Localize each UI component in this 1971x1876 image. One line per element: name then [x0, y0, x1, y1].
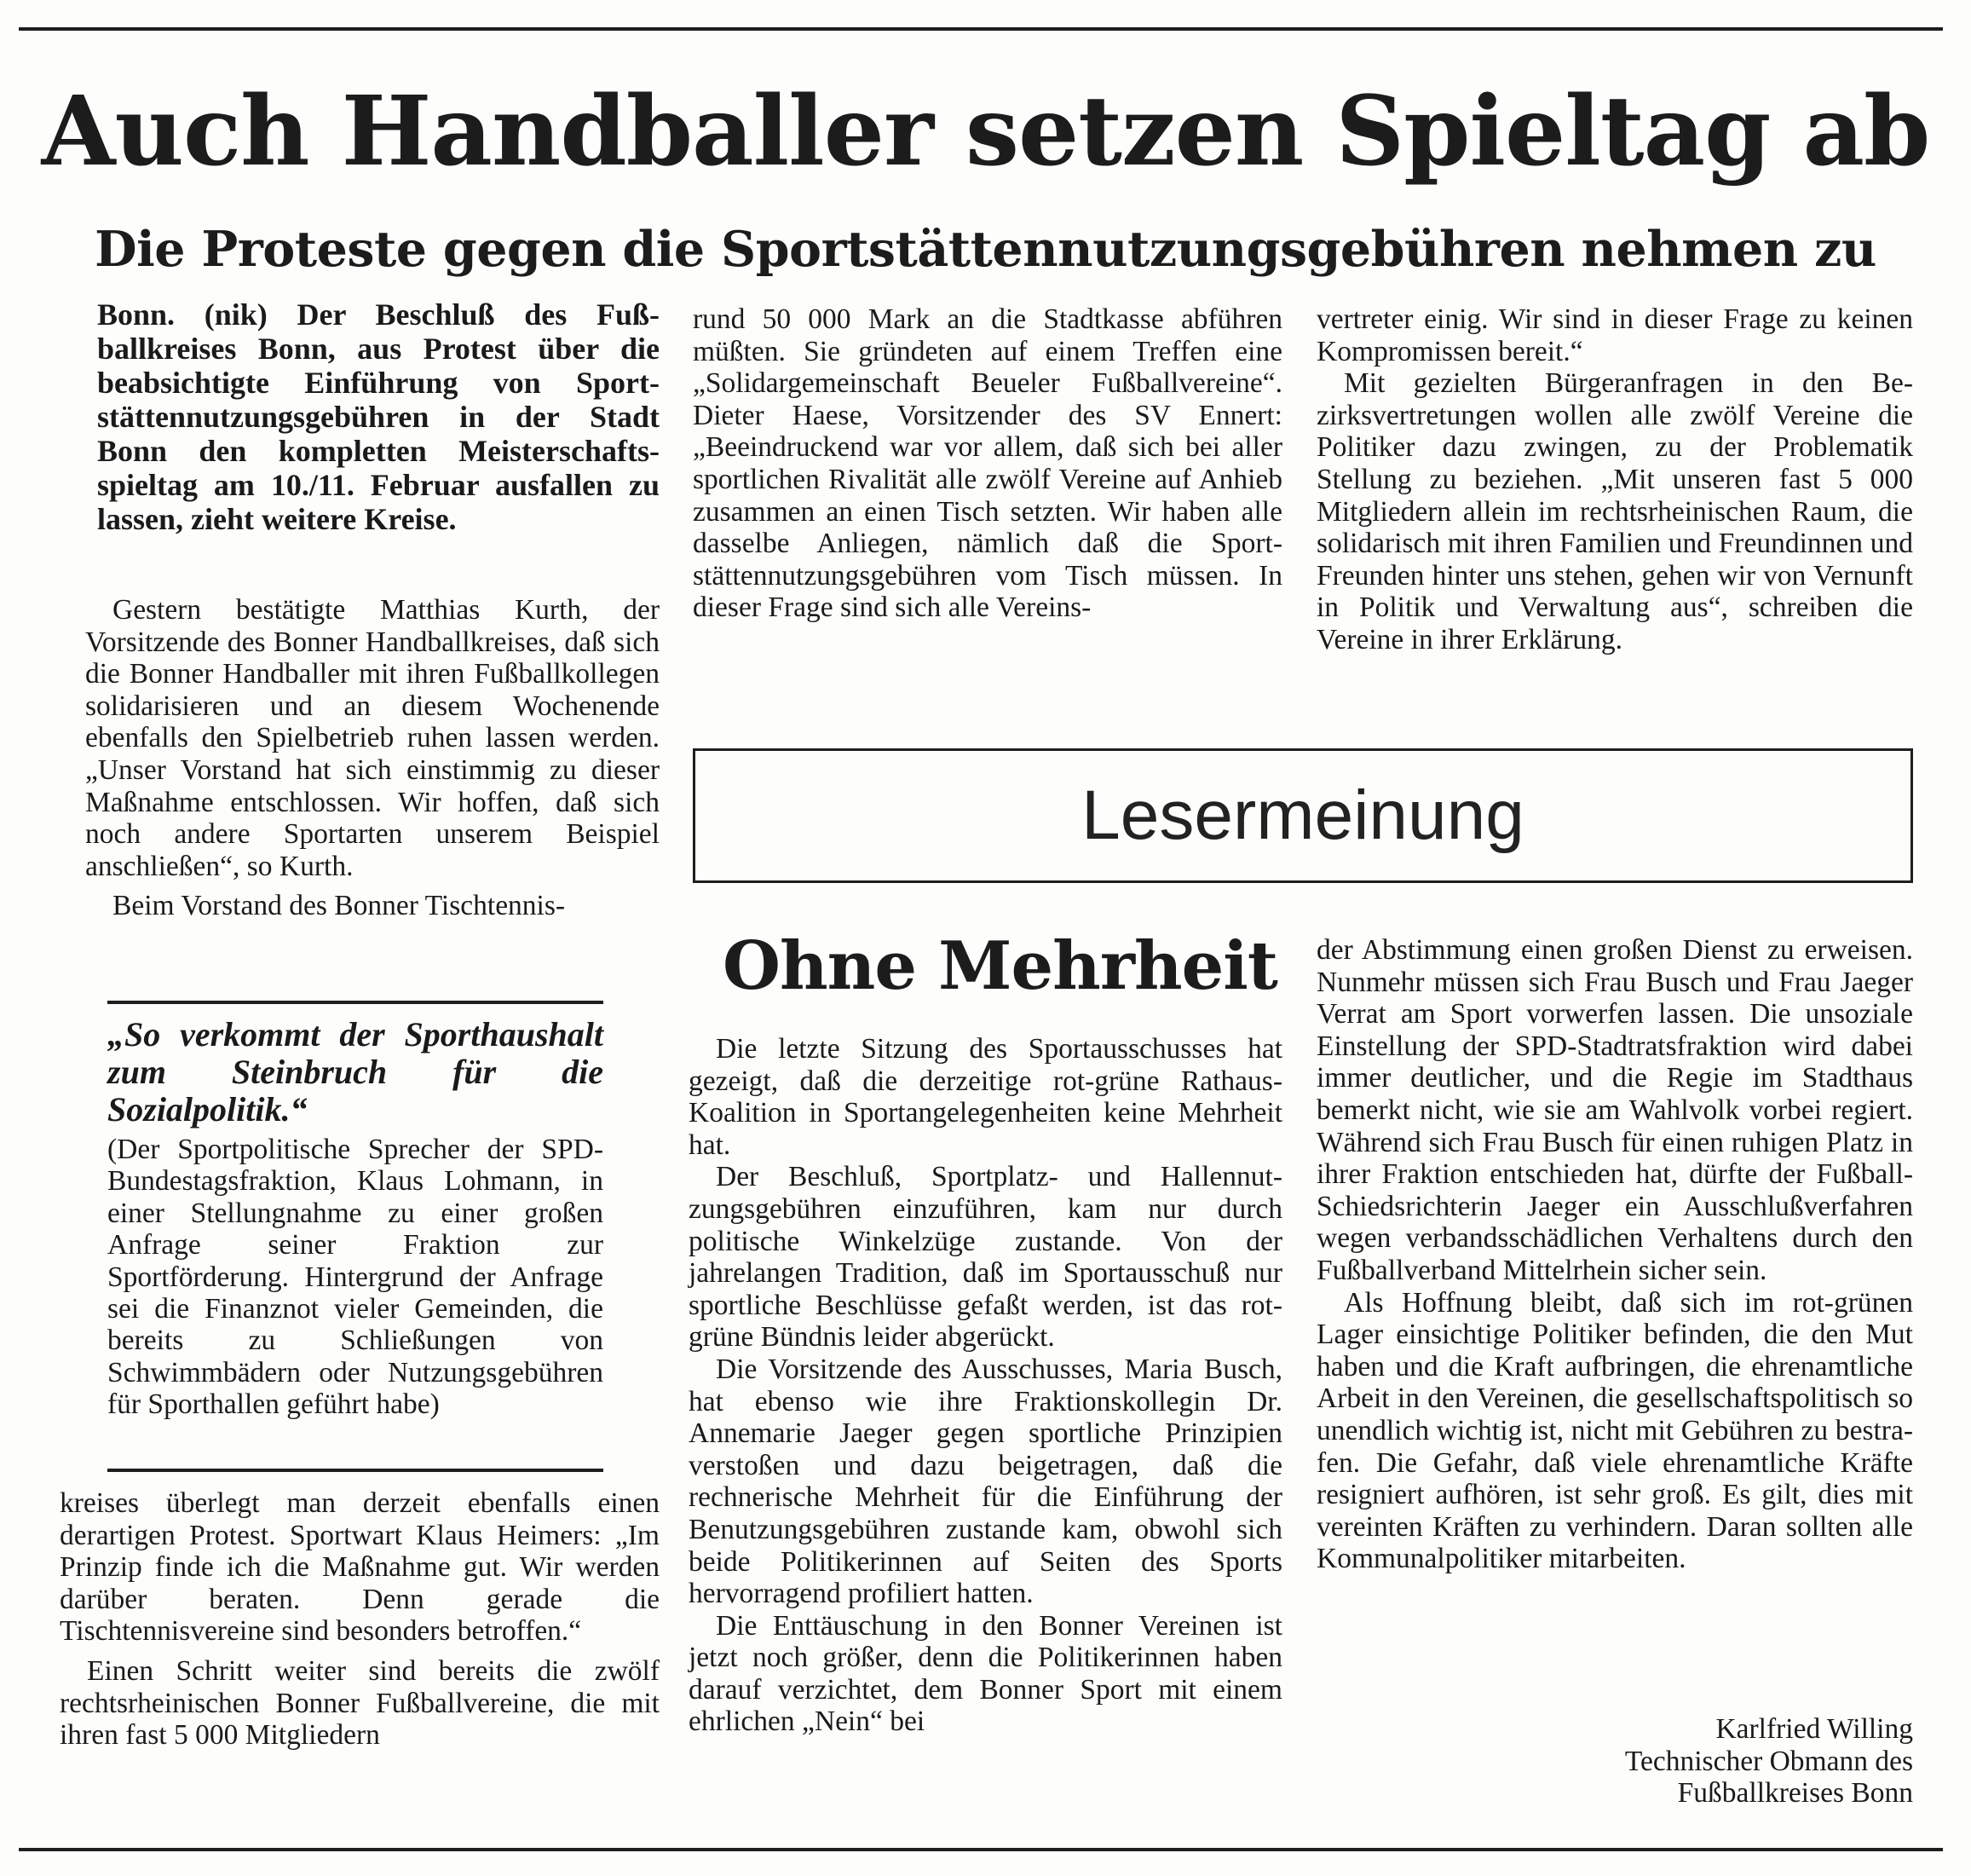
- quote-text: „So verkommt der Sporthaushalt zum Steinbruch für die Sozialpolitik.“: [107, 1015, 603, 1128]
- letter-paragraph: der Abstimmung einen großen Dienst zu erweisen. Nunmehr müssen sich Frau Busch und Frau Jaeger Verrat am Sport vorwerfen lassen. Die unsoziale Einstellung der SPD-Stadtratsfraktion wird dabei immer deutlicher, und die Regie im Stadthaus bemerkt nicht, wie sie am Wahlvolk vorbei regiert. Während sich Frau Busch für einen ruhigen Platz in ihrer Fraktion entschieden hat, dürfte der Fußball-Schiedsrichterin Jaeger ein Ausschlußverfahren wegen verbandsschädlichen Verhaltens durch den Fußballverband Mittelrhein sicher sein.: [1317, 934, 1913, 1286]
- article-col2: [693, 303, 1282, 624]
- article-paragraph: vertreter einig. Wir sind in dieser Frage zu keinen Kompromissen bereit.“: [1317, 303, 1913, 367]
- subheadline: Die Proteste gegen die Sportstättennutzungsgebühren nehmen zu: [95, 221, 1876, 278]
- article-paragraph: Beim Vorstand des Bonner Tischtennis-: [112, 890, 566, 922]
- letter-paragraph: Die letzte Sitzung des Sportausschusses hat gezeigt, daß die derzeitige rot-grüne Rathaus-Koalition in Sportangelegenheiten keine Mehrheit hat.: [689, 1033, 1282, 1161]
- author-role: Fußballkreises Bonn: [1677, 1777, 1913, 1810]
- headline: Auch Handballer setzen Spieltag ab: [41, 76, 1930, 188]
- letter-paragraph: Der Beschluß, Sportplatz- und Hallennutzungsgebühren einzuführen, kam nur durch politische Winkelzüge zustande. Von der jahrelangen Tradition, daß im Sportausschuß nur sportliche Beschlüsse gefaßt werden, ist das rot-grüne Bündnis leider abgerückt.: [689, 1161, 1282, 1354]
- article-paragraph: Mit gezielten Bürgeranfragen in den Bezirksvertretungen wollen alle zwölf Vereine die Politiker dazu zwingen, zu der Problematik Stellung zu beziehen. „Mit unseren fast 5 000 Mitgliedern allein im rechtsrheinischen Raum, die solidarisch mit ihren Familien und Freundinnen und Freunden hinter uns stehen, gehen wir von Vernunft in Politik und Verwaltung aus“, schreiben die Vereine in ihrer Erklärung.: [1317, 367, 1913, 655]
- letter-col1: [689, 1033, 1282, 1738]
- article-paragraph: Einen Schritt weiter sind bereits die zwölf rechtsrheinischen Bonner Fußballvereine, die mit ihren fast 5 000 Mitgliedern: [60, 1654, 660, 1752]
- quote-box: [107, 1001, 603, 1472]
- quote-attribution: (Der Sportpolitische Sprecher der SPD-Bundestagsfraktion, Klaus Lohmann, in einer Stellungnahme zu einer großen Anfrage seiner Fraktion zur Sportförderung. Hintergrund der Anfrage sei die Finanznot vieler Gemeinden, die bereits zu Schließungen von Schwimmbädern oder Nutzungsgebühren für Sporthallen geführt habe): [107, 1134, 603, 1421]
- author-name: Karlfried Willing: [1715, 1713, 1913, 1745]
- letter-paragraph: Die Enttäuschung in den Bonner Vereinen ist jetzt noch größer, denn die Politikerinnen haben darauf verzichtet, dem Bonner Sport mit einem ehrlichen „Nein“ bei: [689, 1609, 1282, 1738]
- letter-col2: [1317, 934, 1913, 1575]
- letter-title: Ohne Mehrheit: [723, 927, 1277, 1005]
- article-paragraph: kreises überlegt man derzeit ebenfalls einen derartigen Protest. Sportwart Klaus Heimers: „Im Prinzip finde ich die Maßnahme gut. Wir werden darüber beraten. Denn gerade die Tischtennisvereine sind besonders betroffen.“: [60, 1487, 660, 1648]
- author-role: Technischer Obmann des: [1624, 1745, 1913, 1777]
- article-col1-upper: [85, 594, 660, 922]
- article-col3: [1317, 303, 1913, 656]
- bottom-rule: [19, 1848, 1943, 1851]
- letter-signature: [1317, 1713, 1913, 1810]
- article-paragraph: Gestern bestätigte Matthias Kurth, der Vorsitzende des Bonner Handballkreises, daß sich die Bonner Handballer mit ihren Fußballkollegen solidarisieren und an diesem Wochenende ebenfalls den Spielbetrieb ruhen lassen werden. „Unser Vorstand hat sich einstimmig zu dieser Maßnahme entschlossen. Wir hoffen, daß sich noch andere Sportarten unserem Beispiel anschließen“, so Kurth.: [85, 594, 660, 882]
- article-paragraph: rund 50 000 Mark an die Stadtkasse abführen müßten. Sie gründeten auf einem Treffen eine „Solidargemeinschaft Beueler Fußballvereine“. Dieter Haese, Vorsitzender des SV Ennert: „Beeindruckend war vor allem, daß sich bei aller sportlichen Rivalität alle zwölf Vereine auf Anhieb zusammen an einen Tisch setzten. Wir haben alle dasselbe Anliegen, nämlich daß die Sportstättennutzungsgebühren vom Tisch müssen. In dieser Frage sind sich alle Vereins-: [693, 303, 1282, 624]
- lead-paragraph: Bonn. (nik) Der Beschluß des Fußballkreises Bonn, aus Protest über die beabsichtigte Einführung von Sportstättennutzungsgebühren in der Stadt Bonn den kompletten Meisterschaftsspieltag am 10./11. Februar ausfallen zu lassen, zieht weitere Kreise.: [97, 297, 660, 536]
- lesermeinung-title: Lesermeinung: [1081, 776, 1524, 854]
- letter-paragraph: Die Vorsitzende des Ausschusses, Maria Busch, hat ebenso wie ihre Fraktionskollegin Dr. Annemarie Jaeger gegen sportliche Prinzipien verstoßen und dazu beigetragen, daß die rechnerische Mehrheit für die Einführung der Benutzungsgebühren zustande kam, obwohl sich beide Politikerinnen auf Seiten des Sports hervorragend profiliert hatten.: [689, 1353, 1282, 1610]
- lesermeinung-box: [693, 748, 1913, 883]
- letter-paragraph: Als Hoffnung bleibt, daß sich im rot-grünen Lager einsichtige Politiker befinden, die den Mut haben und die Kraft aufbringen, die ehrenamtliche Arbeit in den Vereinen, die gesellschaftspolitisch so unendlich wichtig ist, nicht mit Gebühren zu bestrafen. Die Gefahr, daß viele ehrenamtliche Kräfte resigniert aufhören, ist sehr groß. Es gilt, dies mit vereinten Kräften zu verhindern. Daran sollten alle Kommunalpolitiker mitarbeiten.: [1317, 1286, 1913, 1575]
- top-rule: [19, 27, 1943, 31]
- article-col1-lower: [60, 1487, 660, 1752]
